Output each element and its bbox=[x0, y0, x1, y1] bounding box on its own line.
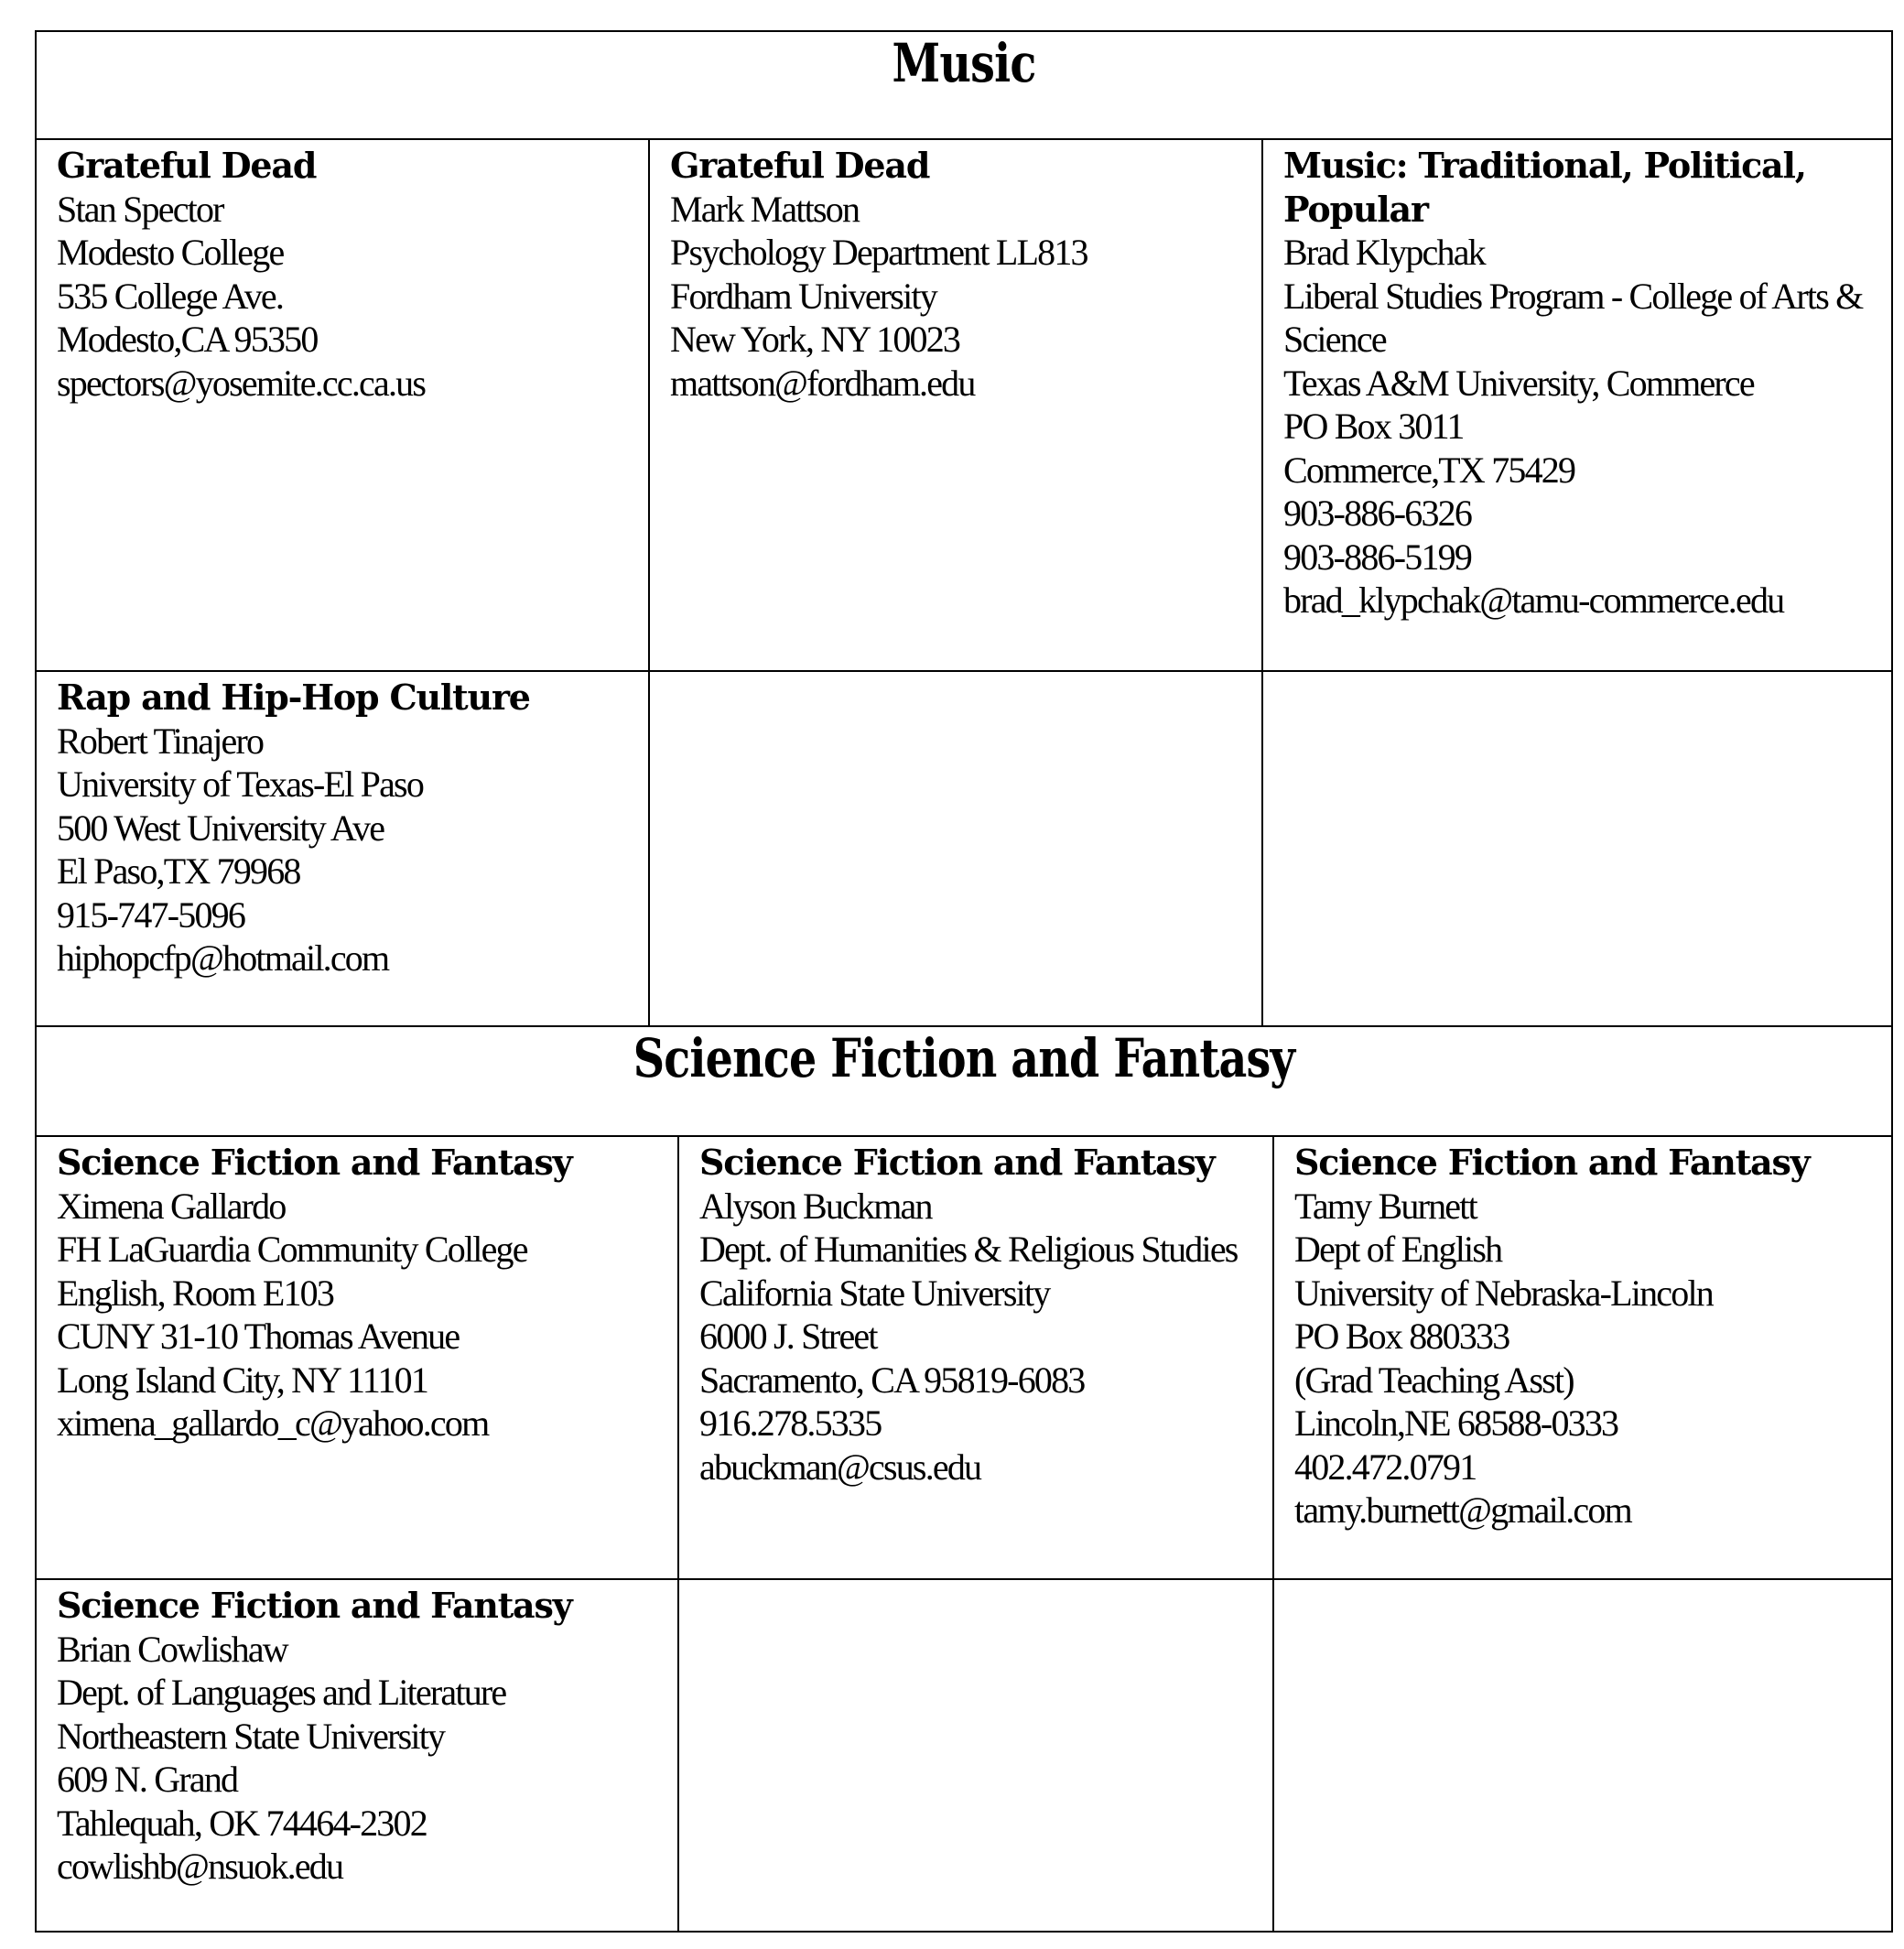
table-row bbox=[35, 1580, 1893, 1933]
contact-line: English, Room E103 bbox=[57, 1272, 334, 1314]
empty-cell bbox=[1272, 1580, 1893, 1933]
table-row bbox=[35, 1137, 1893, 1580]
contact-cell bbox=[1261, 140, 1893, 672]
contact-phone: 903-886-6326 bbox=[1283, 493, 1472, 534]
contact-title: Rap and Hip-Hop Culture bbox=[57, 677, 530, 718]
contact-name: Brad Klypchak bbox=[1283, 232, 1485, 273]
contact-cell bbox=[35, 140, 648, 672]
table-row bbox=[35, 672, 1893, 1027]
contact-title: Science Fiction and Fantasy bbox=[57, 1142, 572, 1183]
contact-line: Modesto,CA 95350 bbox=[57, 319, 318, 360]
contact-line: Dept of English bbox=[1294, 1229, 1502, 1270]
contact-line: Modesto College bbox=[57, 232, 284, 273]
contact-line: Texas A&M University, Commerce bbox=[1283, 362, 1754, 404]
contact-line: FH LaGuardia Community College bbox=[57, 1229, 527, 1270]
empty-cell bbox=[677, 1580, 1272, 1933]
contact-email[interactable]: mattson@fordham.edu bbox=[670, 362, 975, 404]
contact-title: Grateful Dead bbox=[670, 145, 930, 186]
contact-phone: 915-747-5096 bbox=[57, 893, 245, 936]
contact-email[interactable]: spectors@yosemite.cc.ca.us bbox=[57, 362, 426, 404]
table-row bbox=[35, 140, 1893, 672]
contact-email[interactable]: hiphopcfp@hotmail.com bbox=[57, 937, 389, 979]
contact-line: Sacramento, CA 95819-6083 bbox=[699, 1359, 1085, 1401]
contact-name: Robert Tinajero bbox=[57, 720, 264, 762]
contact-line: Psychology Department LL813 bbox=[670, 232, 1087, 273]
contact-line: (Grad Teaching Asst) bbox=[1294, 1359, 1574, 1401]
contact-line: University of Texas-El Paso bbox=[57, 763, 424, 805]
contact-line: 609 N. Grand bbox=[57, 1759, 238, 1800]
contact-phone: 402.472.0791 bbox=[1294, 1446, 1477, 1488]
contact-cell bbox=[35, 672, 648, 1027]
contact-cell bbox=[35, 1580, 677, 1933]
section-header-music bbox=[35, 30, 1893, 140]
contact-line: Long Island City, NY 11101 bbox=[57, 1359, 428, 1401]
contact-name: Mark Mattson bbox=[670, 188, 860, 230]
contact-line: Lincoln,NE 68588-0333 bbox=[1294, 1402, 1618, 1444]
directory-table bbox=[35, 30, 1895, 1931]
contact-email[interactable]: tamy.burnett@gmail.com bbox=[1294, 1489, 1631, 1531]
contact-line: Tahlequah, OK 74464-2302 bbox=[57, 1802, 427, 1844]
contact-name: Brian Cowlishaw bbox=[57, 1628, 287, 1670]
section-title-scifi: Science Fiction and Fantasy bbox=[633, 1027, 1295, 1089]
contact-email[interactable]: brad_klypchak@tamu-commerce.edu bbox=[1283, 579, 1784, 621]
section-header-scifi bbox=[35, 1027, 1893, 1137]
contact-phone: 903-886-5199 bbox=[1283, 536, 1472, 578]
contact-line: 500 West University Ave bbox=[57, 807, 384, 849]
contact-line: Commerce,TX 75429 bbox=[1283, 449, 1575, 491]
contact-line: Liberal Studies Program - College of Arts & Science bbox=[1283, 275, 1863, 360]
contact-cell bbox=[1272, 1137, 1893, 1580]
contact-line: PO Box 3011 bbox=[1283, 406, 1464, 447]
contact-name: Alyson Buckman bbox=[699, 1185, 932, 1227]
contact-name: Stan Spector bbox=[57, 188, 223, 230]
contact-name: Ximena Gallardo bbox=[57, 1185, 286, 1227]
contact-line: Dept. of Languages and Literature bbox=[57, 1672, 506, 1713]
empty-cell bbox=[648, 672, 1261, 1027]
contact-line: CUNY 31-10 Thomas Avenue bbox=[57, 1316, 460, 1357]
contact-title: Science Fiction and Fantasy bbox=[699, 1142, 1215, 1183]
contact-email[interactable]: abuckman@csus.edu bbox=[699, 1446, 981, 1488]
section-title-music: Music bbox=[892, 32, 1036, 94]
contact-line: El Paso,TX 79968 bbox=[57, 850, 300, 892]
contact-cell bbox=[648, 140, 1261, 672]
contact-line: New York, NY 10023 bbox=[670, 319, 960, 360]
contact-email[interactable]: ximena_gallardo_c@yahoo.com bbox=[57, 1402, 489, 1444]
contact-line: Northeastern State University bbox=[57, 1715, 445, 1757]
contact-cell bbox=[35, 1137, 677, 1580]
contact-line: Dept. of Humanities & Religious Studies bbox=[699, 1229, 1238, 1270]
empty-cell bbox=[1261, 672, 1893, 1027]
contact-line: 6000 J. Street bbox=[699, 1316, 877, 1357]
contact-cell bbox=[677, 1137, 1272, 1580]
contact-title: Science Fiction and Fantasy bbox=[1294, 1142, 1810, 1183]
contact-line: Fordham University bbox=[670, 275, 936, 317]
contact-title: Grateful Dead bbox=[57, 145, 317, 186]
contact-title: Music: Traditional, Political, Popular bbox=[1283, 145, 1806, 230]
contact-email[interactable]: cowlishb@nsuok.edu bbox=[57, 1846, 343, 1887]
contact-line: 535 College Ave. bbox=[57, 275, 284, 317]
contact-title: Science Fiction and Fantasy bbox=[57, 1585, 572, 1626]
contact-line: University of Nebraska-Lincoln bbox=[1294, 1272, 1713, 1314]
contact-phone: 916.278.5335 bbox=[699, 1402, 882, 1444]
contact-name: Tamy Burnett bbox=[1294, 1185, 1477, 1227]
contact-line: California State University bbox=[699, 1272, 1050, 1314]
contact-line: PO Box 880333 bbox=[1294, 1316, 1509, 1357]
